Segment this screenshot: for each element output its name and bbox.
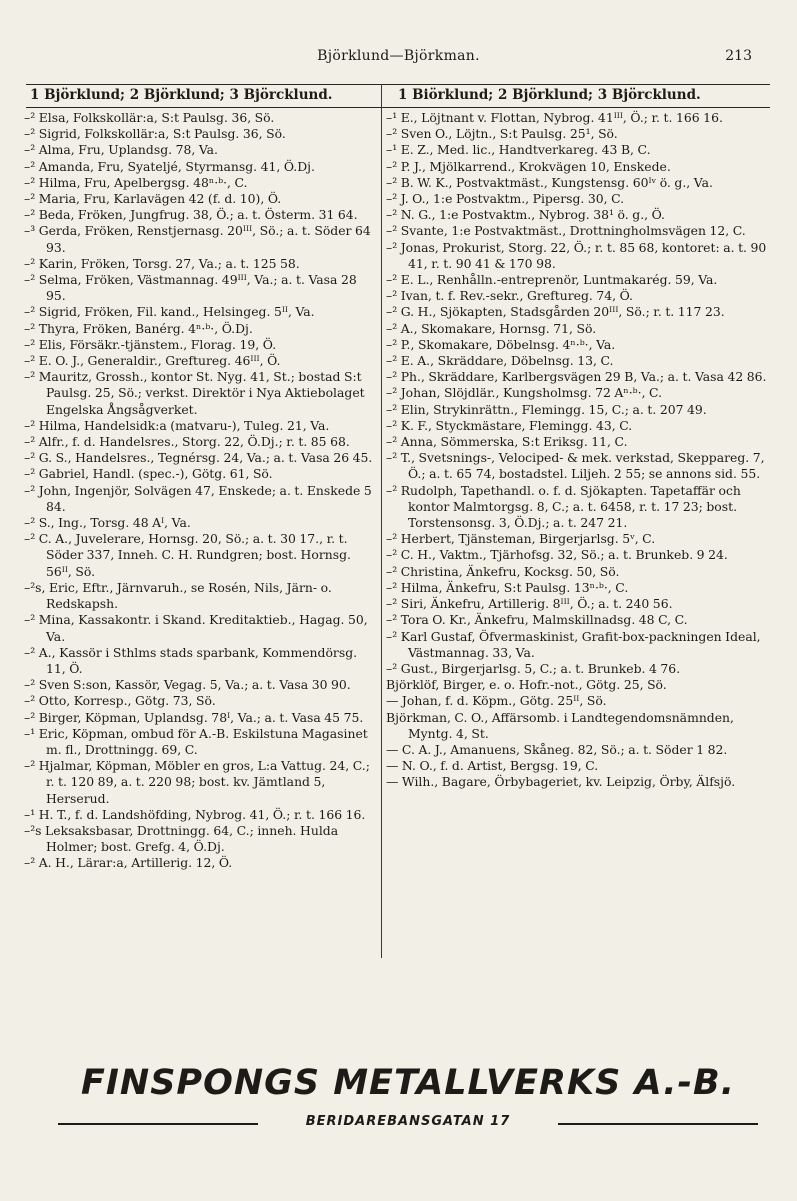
- directory-entry: –² A., Skomakare, Hornsg. 71, Sö.: [386, 320, 597, 336]
- directory-entry: –² A., Kassör i Sthlms stads sparbank, Kommendörsg. 11, Ö.: [24, 644, 358, 676]
- directory-entry: –² E. O. J., Generaldir., Greftureg. 46ᴵᴵᴵ, Ö.: [24, 353, 281, 369]
- directory-entry: –² John, Ingenjör, Solvägen 47, Enskede; a. t. Enskede 5 84.: [24, 482, 372, 514]
- directory-entry: –² P., Skomakare, Döbelnsg. 4ⁿ·ᵇ·, Va.: [386, 336, 616, 352]
- directory-entry: –² Selma, Fröken, Västmannag. 49ᴵᴵᴵ, Va.; a. t. Vasa 28 95.: [24, 272, 357, 304]
- banner-rule-right: [558, 1123, 758, 1125]
- directory-entry: –² Gust., Birgerjarlsg. 5, C.; a. t. Brunkeb. 4 76.: [386, 660, 681, 676]
- directory-entry: — Johan, f. d. Köpm., Götg. 25ᴵᴵ, Sö.: [386, 693, 607, 709]
- column-heads: [26, 84, 770, 108]
- directory-entry: –² C. H., Vaktm., Tjärhofsg. 32, Sö.; a. t. Brunkeb. 9 24.: [386, 547, 728, 563]
- directory-entry: –³ Gerda, Fröken, Renstjernasg. 20ᴵᴵᴵ, Sö.; a. t. Söder 64 93.: [24, 223, 371, 255]
- directory-entry: –² T., Svetsnings-, Velociped- & mek. verkstad, Skeppareg. 7, Ö.; a. t. 65 74, bostadstel. Liljeh. 2 55; se annons sid. 55.: [386, 450, 765, 482]
- directory-entry: –² B. W. K., Postvaktmäst., Kungstensg. 60ᴵᵛ ö. g., Va.: [386, 174, 713, 190]
- directory-entry: –² Rudolph, Tapethandl. o. f. d. Sjökapten. Tapetaffär och kontor Malmtorgsg. 8, C.; a. t. 6458, r. t. 17 23; bost. Torstensonsg. 3, Ö.Dj.; a. t. 247 21.: [386, 482, 741, 531]
- directory-entry: –² Jonas, Prokurist, Storg. 22, Ö.; r. t. 85 68, kontoret: a. t. 90 41, r. t. 90 41 & 170 98.: [386, 239, 767, 271]
- directory-entry: –¹ E. Z., Med. lic., Handtverkareg. 43 B, C.: [386, 142, 651, 158]
- banner-subtitle-row: [58, 1113, 758, 1133]
- directory-entry: Björkman, C. O., Affärsomb. i Landtegendomsnämnden, Myntg. 4, St.: [386, 709, 734, 741]
- directory-entry: –² Maria, Fru, Karlavägen 42 (f. d. 10), Ö.: [24, 191, 282, 207]
- directory-entry: –² Gabriel, Handl. (spec.-), Götg. 61, Sö.: [24, 466, 273, 482]
- directory-entry: –² Ph., Skräddare, Karlbergsvägen 29 B, Va.; a. t. Vasa 42 86.: [386, 369, 767, 385]
- page-number: 213: [725, 48, 752, 64]
- directory-entry: –² Johan, Slöjdlär., Kungsholmsg. 72 Aⁿ·ᵇ·, C.: [386, 385, 663, 401]
- directory-entry: –² G. S., Handelsres., Tegnérsg. 24, Va.; a. t. Vasa 26 45.: [24, 450, 373, 466]
- directory-entry: –² Alfr., f. d. Handelsres., Storg. 22, Ö.Dj.; r. t. 85 68.: [24, 434, 350, 450]
- directory-entry: –² Sigrid, Folkskollär:a, S:t Paulsg. 36, Sö.: [24, 126, 286, 142]
- column-divider: [381, 84, 382, 958]
- directory-entry: Björklöf, Birger, e. o. Hofr.-not., Götg. 25, Sö.: [386, 677, 667, 693]
- advertisement-banner: [58, 1063, 758, 1143]
- directory-entry: –² A. H., Lärar:a, Artillerig. 12, Ö.: [24, 855, 233, 871]
- directory-entry: –² Birger, Köpman, Uplandsg. 78ᴵ, Va.; a. t. Vasa 45 75.: [24, 709, 364, 725]
- right-column-head: 1 Biörklund; 2 Björklund; 3 Björcklund.: [398, 87, 701, 103]
- left-column-head: 1 Björklund; 2 Björklund; 3 Björcklund.: [30, 87, 333, 103]
- directory-entry: –² Otto, Korresp., Götg. 73, Sö.: [24, 693, 216, 709]
- running-head: Björklund—Björkman.: [317, 48, 480, 64]
- directory-entry: –² Tora O. Kr., Änkefru, Malmskillnadsg. 48 C, C.: [386, 612, 688, 628]
- banner-subtitle: BERIDAREBANSGATAN 17: [305, 1114, 511, 1129]
- directory-entry: –² Mina, Kassakontr. i Skand. Kreditaktieb., Hagag. 50, Va.: [24, 612, 368, 644]
- directory-entry: — N. O., f. d. Artist, Bergsg. 19, C.: [386, 758, 599, 774]
- directory-entry: –¹ H. T., f. d. Landshöfding, Nybrog. 41, Ö.; r. t. 166 16.: [24, 806, 366, 822]
- left-column: [24, 110, 376, 960]
- directory-entry: –² Anna, Sömmerska, S:t Eriksg. 11, C.: [386, 434, 628, 450]
- banner-title: FINSPONGS METALLVERKS A.-B.: [80, 1063, 735, 1103]
- directory-entry: –² Herbert, Tjänsteman, Birgerjarlsg. 5ᵛ, C.: [386, 531, 656, 547]
- directory-entry: –² Elin, Strykinrättn., Flemingg. 15, C.; a. t. 207 49.: [386, 401, 707, 417]
- directory-entry: –² Mauritz, Grossh., kontor St. Nyg. 41, St.; bostad S:t Paulsg. 25, Sö.; verkst. Direktör i Nya Aktiebolaget Engelska Ångsågverket.: [24, 369, 365, 417]
- directory-entry: –²s Leksaksbasar, Drottningg. 64, C.; inneh. Hulda Holmer; bost. Grefg. 4, Ö.Dj.: [24, 822, 339, 855]
- directory-entry: –² Sigrid, Fröken, Fil. kand., Helsingeg. 5ᴵᴵ, Va.: [24, 304, 315, 320]
- directory-entry: –² J. O., 1:e Postvaktm., Pipersg. 30, C.: [386, 191, 625, 207]
- directory-entry: –² E. A., Skräddare, Döbelnsg. 13, C.: [386, 353, 614, 369]
- directory-entry: –² Karin, Fröken, Torsg. 27, Va.; a. t. 125 58.: [24, 255, 300, 271]
- directory-entry: –² E. L., Renhålln.-entreprenör, Luntmakarég. 59, Va.: [386, 272, 718, 288]
- right-column: [386, 110, 770, 960]
- directory-entry: –² C. A., Juvelerare, Hornsg. 20, Sö.; a. t. 30 17., r. t. Söder 337, Inneh. C. H. Rundgren; bost. Hornsg. 56ᴵᴵ, Sö.: [24, 531, 351, 579]
- directory-entry: –² Elsa, Folkskollär:a, S:t Paulsg. 36, Sö.: [24, 110, 275, 125]
- directory-entry: –² Thyra, Fröken, Banérg. 4ⁿ·ᵇ·, Ö.Dj.: [24, 320, 253, 336]
- directory-entry: –² S., Ing., Torsg. 48 Aᴵ, Va.: [24, 515, 191, 531]
- directory-entry: –² Sven O., Löjtn., S:t Paulsg. 25¹, Sö.: [386, 126, 618, 142]
- directory-entry: –¹ Eric, Köpman, ombud för A.-B. Eskilstuna Magasinet m. fl., Drottningg. 69, C.: [24, 725, 368, 757]
- directory-entry: –² Hjalmar, Köpman, Möbler en gros, L:a Vattug. 24, C.; r. t. 120 89, a. t. 220 98; bost. kv. Jämtland 5, Herserud.: [24, 758, 370, 806]
- directory-entry: –¹ E., Löjtnant v. Flottan, Nybrog. 41ᴵᴵᴵ, Ö.; r. t. 166 16.: [386, 110, 723, 125]
- directory-entry: –² Svante, 1:e Postvaktmäst., Drottningholmsvägen 12, C.: [386, 223, 746, 239]
- directory-entry: –² Alma, Fru, Uplandsg. 78, Va.: [24, 142, 218, 158]
- directory-entry: –² Sven S:son, Kassör, Vegag. 5, Va.; a. t. Vasa 30 90.: [24, 677, 351, 693]
- page-header: [0, 48, 797, 70]
- directory-entry: –² G. H., Sjökapten, Stadsgården 20ᴵᴵᴵ, Sö.; r. t. 117 23.: [386, 304, 725, 320]
- directory-entry: –² Karl Gustaf, Öfvermaskinist, Grafit-box-packningen Ideal, Västmannag. 33, Va.: [386, 628, 761, 660]
- directory-entry: –² Christina, Änkefru, Kocksg. 50, Sö.: [386, 563, 620, 579]
- directory-entry: –² Siri, Änkefru, Artillerig. 8ᴵᴵᴵ, Ö.; a. t. 240 56.: [386, 596, 673, 612]
- directory-entry: –² Amanda, Fru, Syateljé, Styrmansg. 41, Ö.Dj.: [24, 158, 315, 174]
- directory-entry: –² Elis, Försäkr.-tjänstem., Florag. 19, Ö.: [24, 336, 277, 352]
- directory-entry: –² Ivan, t. f. Rev.-sekr., Greftureg. 74, Ö.: [386, 288, 633, 304]
- directory-entry: –² Hilma, Fru, Apelbergsg. 48ⁿ·ᵇ·, C.: [24, 174, 248, 190]
- directory-entry: –² Hilma, Handelsidk:a (matvaru-), Tuleg. 21, Va.: [24, 417, 330, 433]
- directory-entry: — C. A. J., Amanuens, Skåneg. 82, Sö.; a. t. Söder 1 82.: [386, 741, 728, 757]
- directory-entry: –² P. J., Mjölkarrend., Krokvägen 10, Enskede.: [386, 158, 671, 174]
- directory-entry: –² K. F., Styckmästare, Flemingg. 43, C.: [386, 417, 633, 433]
- directory-entry: –² N. G., 1:e Postvaktm., Nybrog. 38¹ ö. g., Ö.: [386, 207, 665, 223]
- directory-entry: –² Hilma, Änkefru, S:t Paulsg. 13ⁿ·ᵇ·, C.: [386, 579, 629, 595]
- directory-entry: –²s, Eric, Eftr., Järnvaruh., se Rosén, Nils, Järn- o. Redskapsh.: [24, 579, 332, 612]
- banner-rule-left: [58, 1123, 258, 1125]
- directory-entry: –² Beda, Fröken, Jungfrug. 38, Ö.; a. t. Österm. 31 64.: [24, 207, 358, 223]
- directory-entry: — Wilh., Bagare, Örbybageriet, kv. Leipzig, Örby, Älfsjö.: [386, 774, 736, 790]
